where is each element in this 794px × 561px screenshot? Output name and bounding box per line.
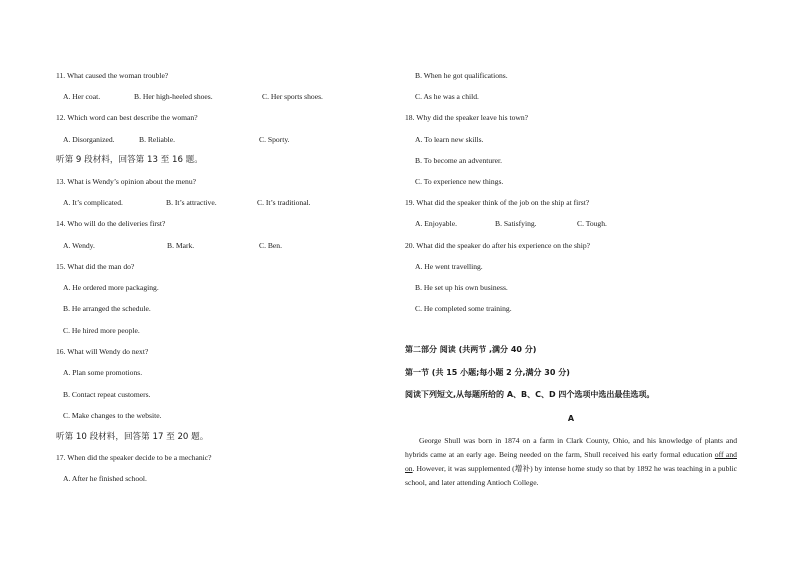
- option-c: C. Ben.: [259, 241, 282, 250]
- question-13: 13. What is Wendy’s opinion about the menu?: [56, 177, 196, 186]
- option-b: B. He set up his own business.: [415, 283, 508, 292]
- section-one-heading: 第一节 (共 15 小题;每小题 2 分,满分 30 分): [405, 368, 570, 377]
- option-b: B. It’s attractive.: [166, 198, 217, 207]
- option-c: C. As he was a child.: [415, 92, 479, 101]
- option-b: B. Contact repeat customers.: [63, 390, 151, 399]
- passage-label: A: [567, 414, 575, 423]
- passage-text-2: . However, it was supplemented (增补) by intense home study so that by 1892 he was teaching in a public school, and later attending Antioch College.: [405, 464, 737, 487]
- section-header-10: 听第 10 段材料，回答第 17 至 20 题。: [56, 432, 209, 442]
- option-a: A. To learn new skills.: [415, 135, 484, 144]
- option-b: B. Mark.: [167, 241, 195, 250]
- question-18: 18. Why did the speaker leave his town?: [405, 113, 529, 122]
- question-17: 17. When did the speaker decide to be a mechanic?: [56, 453, 212, 462]
- question-16: 16. What will Wendy do next?: [56, 347, 149, 356]
- option-a: A. It’s complicated.: [63, 198, 123, 207]
- option-a: A. Her coat.: [63, 92, 101, 101]
- option-a: A. Wendy.: [63, 241, 95, 250]
- option-c: C. He completed some training.: [415, 304, 512, 313]
- option-b: B. To become an adventurer.: [415, 156, 503, 165]
- option-b: B. Satisfying.: [495, 219, 537, 228]
- option-c: C. Sporty.: [259, 135, 290, 144]
- section-header-9: 听第 9 段材料，回答第 13 至 16 题。: [56, 155, 203, 165]
- passage-underlined-phrase: off and on: [405, 450, 737, 473]
- option-c: C. It’s traditional.: [257, 198, 311, 207]
- question-20: 20. What did the speaker do after his experience on the ship?: [405, 241, 590, 250]
- option-a: A. He ordered more packaging.: [63, 283, 159, 292]
- option-b: B. When he got qualifications.: [415, 71, 508, 80]
- option-c: C. Tough.: [577, 219, 607, 228]
- option-a: A. Enjoyable.: [415, 219, 457, 228]
- passage-text-1: George Shull was born in 1874 on a farm in Clark County, Ohio, and his knowledge of plants and hybrids came at an early age. Being needed on the farm, Shull received his early formal education: [405, 436, 737, 459]
- question-11: 11. What caused the woman trouble?: [56, 71, 169, 80]
- question-15: 15. What did the man do?: [56, 262, 135, 271]
- option-b: B. Reliable.: [139, 135, 176, 144]
- option-a: A. He went travelling.: [415, 262, 483, 271]
- option-b: B. He arranged the schedule.: [63, 304, 151, 313]
- option-a: A. Disorganized.: [63, 135, 115, 144]
- question-12: 12. Which word can best describe the woman?: [56, 113, 198, 122]
- option-a: A. After he finished school.: [63, 474, 147, 483]
- passage-a-paragraph: [405, 434, 737, 490]
- question-14: 14. Who will do the deliveries first?: [56, 219, 166, 228]
- question-19: 19. What did the speaker think of the job on the ship at first?: [405, 198, 590, 207]
- option-b: B. Her high-heeled shoes.: [134, 92, 213, 101]
- part-two-heading: 第二部分 阅读 (共两节 ,满分 40 分): [405, 345, 537, 354]
- option-c: C. He hired more people.: [63, 326, 140, 335]
- reading-instruction: 阅读下列短文,从每题所给的 A、B、C、D 四个选项中选出最佳选项。: [405, 390, 655, 399]
- option-c: C. To experience new things.: [415, 177, 504, 186]
- option-c: C. Make changes to the website.: [63, 411, 162, 420]
- option-c: C. Her sports shoes.: [262, 92, 323, 101]
- option-a: A. Plan some promotions.: [63, 368, 143, 377]
